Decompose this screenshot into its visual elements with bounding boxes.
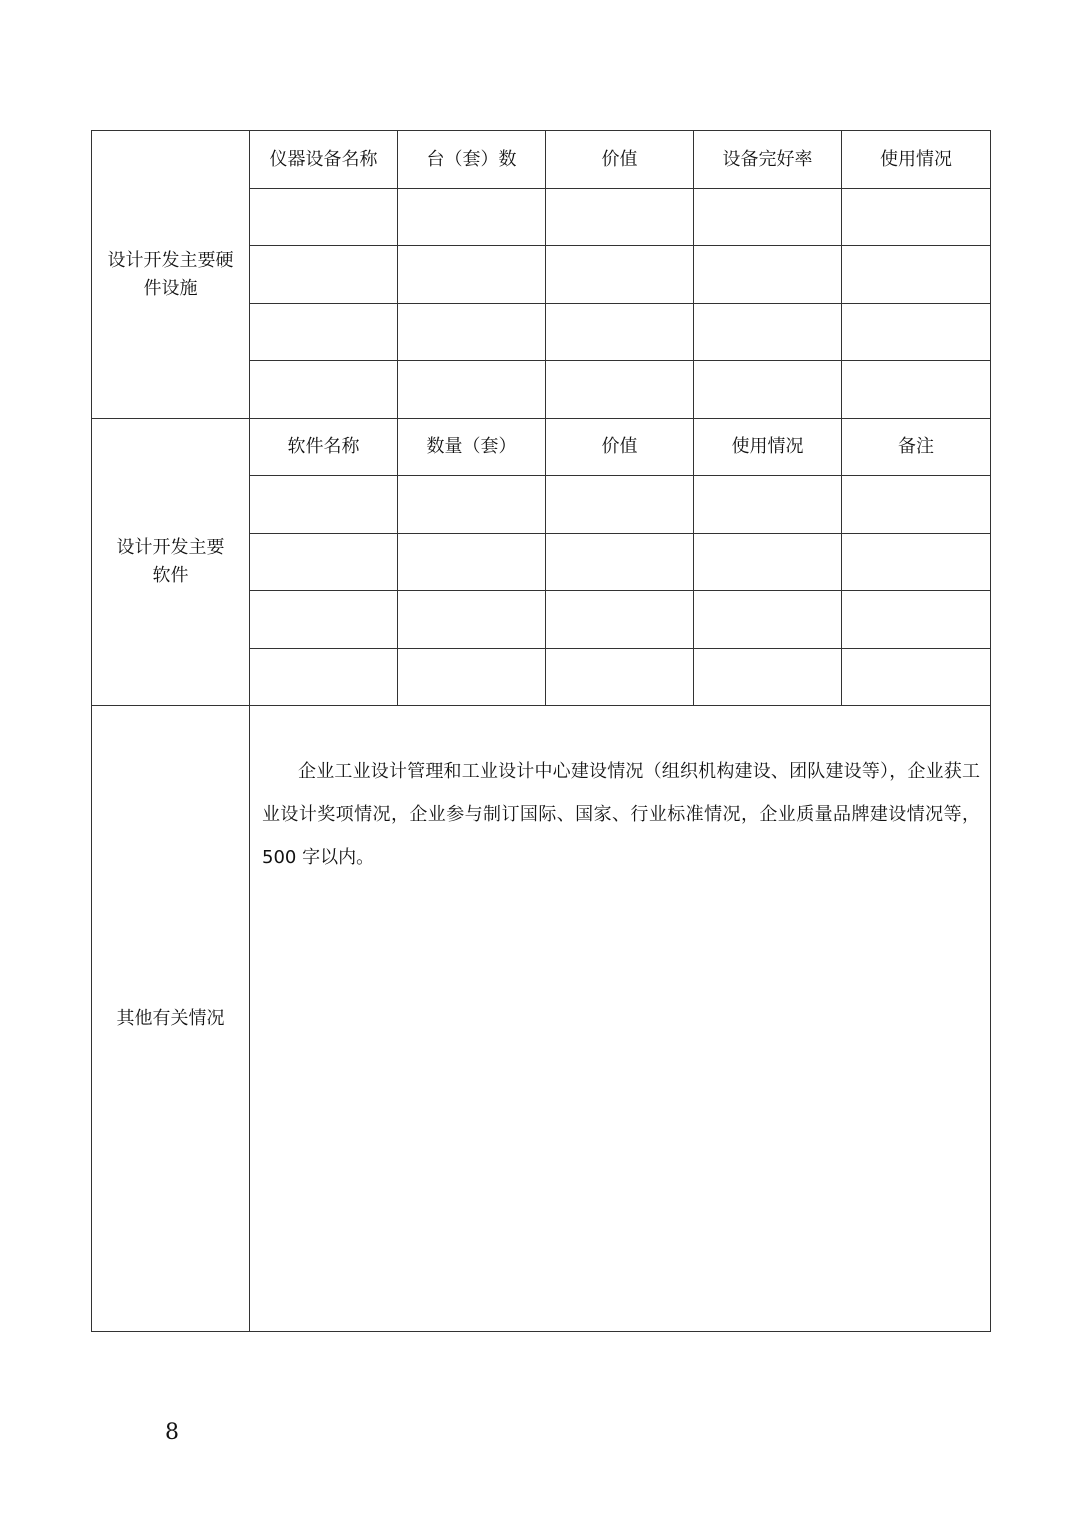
other-info-field[interactable] [250,706,991,1332]
table-cell[interactable] [250,476,398,534]
software-header-quantity: 数量（套） [398,419,546,476]
software-header-usage: 使用情况 [694,419,842,476]
software-header-name: 软件名称 [250,419,398,476]
table-cell[interactable] [694,476,842,534]
page-number: 8 [165,1420,179,1445]
hardware-header-name: 仪器设备名称 [250,131,398,189]
table-cell[interactable] [842,476,991,534]
table-cell[interactable] [694,304,842,361]
other-info-row [92,706,991,1332]
table-cell[interactable] [398,246,546,304]
table-cell[interactable] [694,361,842,419]
hardware-header-row [92,131,991,189]
table-cell[interactable] [250,189,398,246]
table-cell[interactable] [546,304,694,361]
software-header-remarks: 备注 [842,419,991,476]
table-cell[interactable] [398,591,546,649]
other-info-instructions: 企业工业设计管理和工业设计中心建设情况（组织机构建设、团队建设等），企业获工业设计奖项情况，企业参与制订国际、国家、行业标准情况，企业质量品牌建设情况等，500 字以内。 [262,761,980,868]
table-cell[interactable] [842,246,991,304]
table-cell[interactable] [546,189,694,246]
table-cell[interactable] [694,591,842,649]
table-cell[interactable] [398,304,546,361]
hardware-header-usage: 使用情况 [842,131,991,189]
table-cell[interactable] [694,189,842,246]
table-cell[interactable] [546,534,694,591]
table-cell[interactable] [250,649,398,706]
table-cell[interactable] [546,476,694,534]
table-cell[interactable] [250,304,398,361]
table-cell[interactable] [398,476,546,534]
table-cell[interactable] [250,361,398,419]
table-cell[interactable] [546,591,694,649]
table-cell[interactable] [694,246,842,304]
table-cell[interactable] [250,591,398,649]
software-label-line1: 设计开发主要 [116,537,225,558]
table-cell[interactable] [842,304,991,361]
hardware-header-quantity: 台（套）数 [398,131,546,189]
software-header-value: 价值 [546,419,694,476]
table-cell[interactable] [250,534,398,591]
table-cell[interactable] [398,189,546,246]
table-cell[interactable] [398,534,546,591]
table-cell[interactable] [842,534,991,591]
table-cell[interactable] [842,361,991,419]
table-cell[interactable] [694,534,842,591]
table-cell[interactable] [398,361,546,419]
table-cell[interactable] [546,361,694,419]
hardware-header-condition-rate: 设备完好率 [694,131,842,189]
hardware-section-label: 设计开发主要硬件设施 [92,131,250,419]
table-cell[interactable] [546,649,694,706]
software-header-row [92,419,991,476]
table-cell[interactable] [842,649,991,706]
table-cell[interactable] [398,649,546,706]
table-cell[interactable] [694,649,842,706]
hardware-header-value: 价值 [546,131,694,189]
table-cell[interactable] [842,189,991,246]
table-cell[interactable] [546,246,694,304]
table-cell[interactable] [842,591,991,649]
table-cell[interactable] [250,246,398,304]
other-section-label: 其他有关情况 [92,706,250,1332]
application-form-table [91,130,991,1332]
software-section-label [92,419,250,706]
software-label-line2: 软件 [152,565,189,586]
